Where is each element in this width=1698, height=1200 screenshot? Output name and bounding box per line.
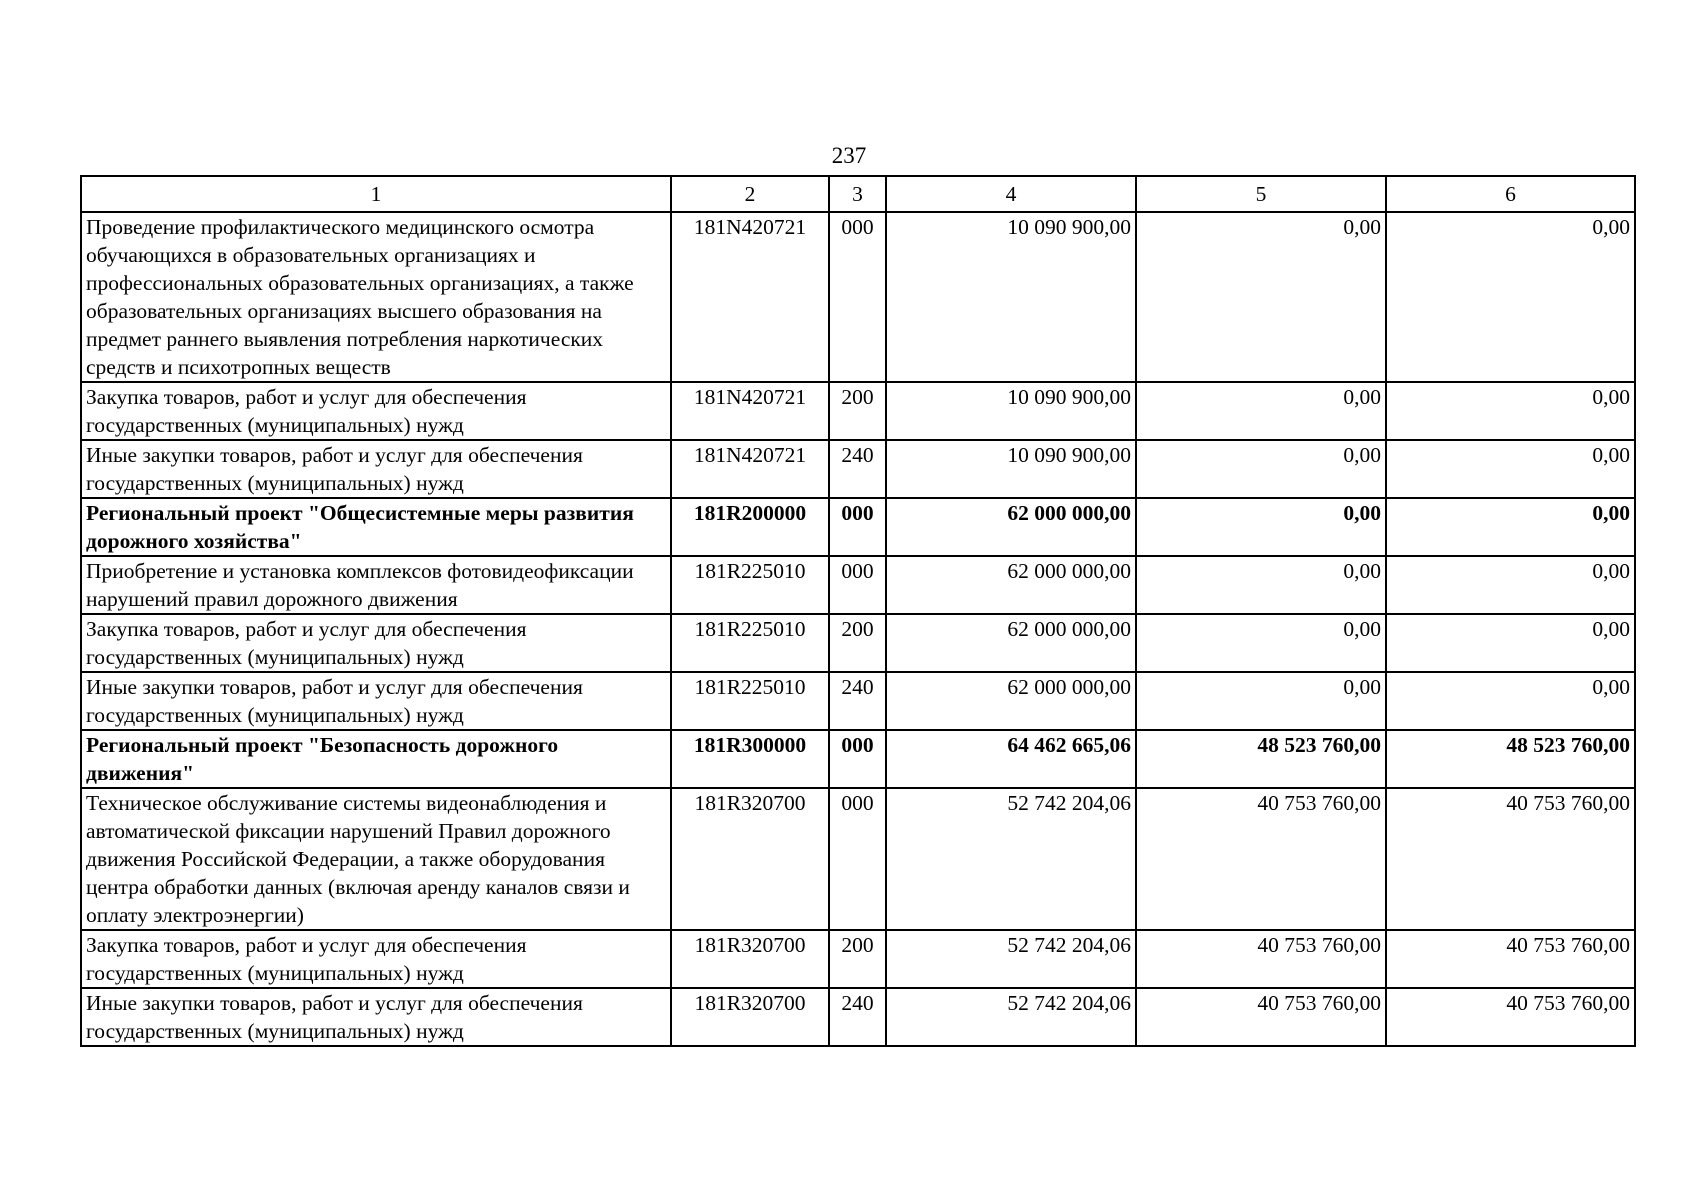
row-name-cell: Закупка товаров, работ и услуг для обеспечения государственных (муниципальных) нужд: [81, 382, 671, 440]
header-col-5: 5: [1136, 176, 1386, 212]
row-amount-col5-cell: 0,00: [1136, 212, 1386, 382]
row-amount-col5-cell: 0,00: [1136, 440, 1386, 498]
row-amount-col4-cell: 10 090 900,00: [886, 382, 1136, 440]
row-code-cell: 181R225010: [671, 556, 829, 614]
row-amount-col4-cell: 62 000 000,00: [886, 498, 1136, 556]
row-name-cell: Приобретение и установка комплексов фотовидеофиксации нарушений правил дорожного движения: [81, 556, 671, 614]
table-row: [81, 930, 1635, 988]
table-row: [81, 614, 1635, 672]
table-row: [81, 672, 1635, 730]
row-amount-col5-cell: 0,00: [1136, 498, 1386, 556]
row-type-cell: 200: [829, 614, 886, 672]
row-amount-col6-cell: 0,00: [1386, 672, 1635, 730]
row-code-cell: 181R320700: [671, 788, 829, 930]
row-name-cell: Региональный проект "Безопасность дорожного движения": [81, 730, 671, 788]
row-amount-col6-cell: 0,00: [1386, 614, 1635, 672]
page-number: 237: [831, 143, 867, 168]
table-row: [81, 440, 1635, 498]
row-amount-col4-cell: 62 000 000,00: [886, 672, 1136, 730]
header-row: [81, 176, 1635, 212]
row-name-cell: Закупка товаров, работ и услуг для обеспечения государственных (муниципальных) нужд: [81, 614, 671, 672]
row-amount-col6-cell: 40 753 760,00: [1386, 930, 1635, 988]
header-col-4: 4: [886, 176, 1136, 212]
row-amount-col4-cell: 62 000 000,00: [886, 556, 1136, 614]
row-name-cell: Иные закупки товаров, работ и услуг для обеспечения государственных (муниципальных) нужд: [81, 440, 671, 498]
table-row: [81, 498, 1635, 556]
row-amount-col5-cell: 40 753 760,00: [1136, 930, 1386, 988]
row-code-cell: 181R200000: [671, 498, 829, 556]
table-row: [81, 730, 1635, 788]
row-code-cell: 181R320700: [671, 930, 829, 988]
row-type-cell: 000: [829, 212, 886, 382]
row-code-cell: 181R300000: [671, 730, 829, 788]
row-code-cell: 181N420721: [671, 440, 829, 498]
row-type-cell: 200: [829, 382, 886, 440]
row-amount-col5-cell: 48 523 760,00: [1136, 730, 1386, 788]
row-amount-col6-cell: 0,00: [1386, 382, 1635, 440]
table-row: [81, 988, 1635, 1046]
row-code-cell: 181N420721: [671, 382, 829, 440]
row-amount-col6-cell: 0,00: [1386, 212, 1635, 382]
row-amount-col6-cell: 0,00: [1386, 556, 1635, 614]
row-type-cell: 240: [829, 672, 886, 730]
row-amount-col5-cell: 40 753 760,00: [1136, 988, 1386, 1046]
row-name-cell: Закупка товаров, работ и услуг для обеспечения государственных (муниципальных) нужд: [81, 930, 671, 988]
row-code-cell: 181N420721: [671, 212, 829, 382]
row-name-cell: Иные закупки товаров, работ и услуг для обеспечения государственных (муниципальных) нужд: [81, 988, 671, 1046]
budget-table: [80, 175, 1636, 1047]
row-amount-col4-cell: 52 742 204,06: [886, 930, 1136, 988]
row-name-cell: Региональный проект "Общесистемные меры развития дорожного хозяйства": [81, 498, 671, 556]
table-row: [81, 212, 1635, 382]
row-amount-col4-cell: 64 462 665,06: [886, 730, 1136, 788]
row-amount-col6-cell: 0,00: [1386, 440, 1635, 498]
row-type-cell: 000: [829, 788, 886, 930]
header-col-6: 6: [1386, 176, 1635, 212]
row-type-cell: 000: [829, 556, 886, 614]
row-amount-col6-cell: 0,00: [1386, 498, 1635, 556]
header-col-3: 3: [829, 176, 886, 212]
row-amount-col5-cell: 0,00: [1136, 672, 1386, 730]
table-row: [81, 382, 1635, 440]
table-row: [81, 788, 1635, 930]
row-amount-col4-cell: 52 742 204,06: [886, 788, 1136, 930]
row-type-cell: 200: [829, 930, 886, 988]
table-body: [81, 212, 1635, 1046]
header-col-1: 1: [81, 176, 671, 212]
row-amount-col4-cell: 10 090 900,00: [886, 440, 1136, 498]
row-name-cell: Проведение профилактического медицинского осмотра обучающихся в образовательных организациях и профессиональных образовательных организациях, а также образовательных организациях высшего образования на предмет раннего выявления потребления наркотических средств и психотропных веществ: [81, 212, 671, 382]
table-row: [81, 556, 1635, 614]
row-name-cell: Иные закупки товаров, работ и услуг для обеспечения государственных (муниципальных) нужд: [81, 672, 671, 730]
row-amount-col6-cell: 40 753 760,00: [1386, 988, 1635, 1046]
row-type-cell: 000: [829, 730, 886, 788]
row-amount-col5-cell: 40 753 760,00: [1136, 788, 1386, 930]
row-code-cell: 181R225010: [671, 672, 829, 730]
row-type-cell: 000: [829, 498, 886, 556]
row-name-cell: Техническое обслуживание системы видеонаблюдения и автоматической фиксации нарушений Правил дорожного движения Российской Федерации, а также оборудования центра обработки данных (включая аренду каналов связи и оплату электроэнергии): [81, 788, 671, 930]
row-amount-col5-cell: 0,00: [1136, 556, 1386, 614]
row-amount-col5-cell: 0,00: [1136, 382, 1386, 440]
row-amount-col4-cell: 52 742 204,06: [886, 988, 1136, 1046]
row-amount-col6-cell: 40 753 760,00: [1386, 788, 1635, 930]
row-code-cell: 181R225010: [671, 614, 829, 672]
row-amount-col6-cell: 48 523 760,00: [1386, 730, 1635, 788]
row-amount-col4-cell: 62 000 000,00: [886, 614, 1136, 672]
row-type-cell: 240: [829, 988, 886, 1046]
row-type-cell: 240: [829, 440, 886, 498]
row-amount-col4-cell: 10 090 900,00: [886, 212, 1136, 382]
row-code-cell: 181R320700: [671, 988, 829, 1046]
header-col-2: 2: [671, 176, 829, 212]
row-amount-col5-cell: 0,00: [1136, 614, 1386, 672]
